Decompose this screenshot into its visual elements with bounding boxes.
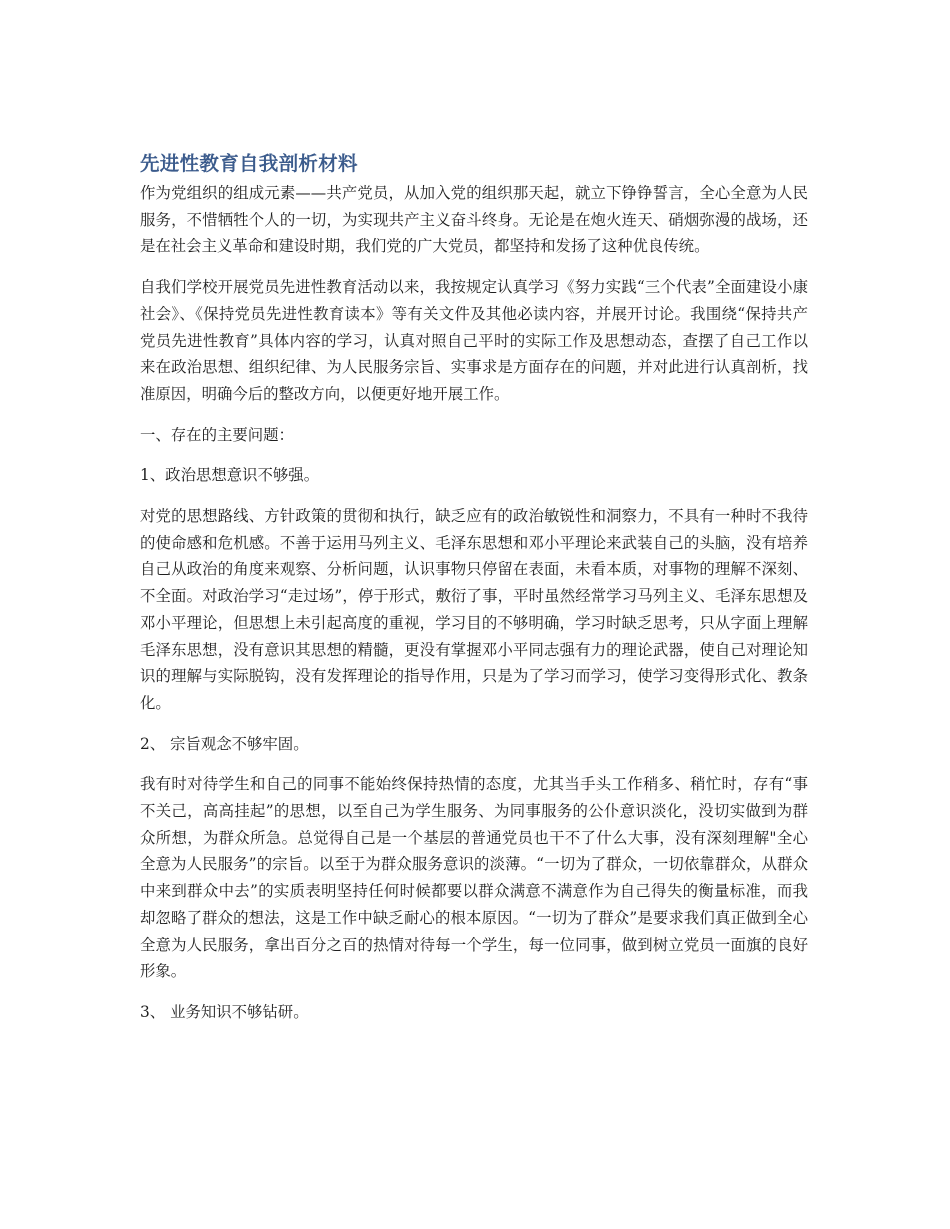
paragraph-service-purpose: 我有时对待学生和自己的同事不能始终保持热情的态度，尤其当手头工作稍多、稍忙时，存有“事不关己，高高挂起”的思想，以至自己为学生服务、为同事服务的公仆意识淡化，没切实做到为群众所想，为群众所急。总觉得自己是一个基层的普通党员也干不了什么大事，没有深刻理解"全心全意为人民服务”的宗旨。以至于为群众服务意识的淡薄。“一切为了群众，一切依靠群众，从群众中来到群众中去”的实质表明坚持任何时候都要以群众满意不满意作为自己得失的衡量标准，而我却忽略了群众的想法，这是工作中缺乏耐心的根本原因。“一切为了群众”是要求我们真正做到全心全意为人民服务，拿出百分之百的热情对待每一个学生，每一位同事，做到树立党员一面旗的良好形象。 bbox=[140, 775, 808, 981]
paragraph-political-awareness: 对党的思想路线、方针政策的贯彻和执行，缺乏应有的政治敏锐性和洞察力，不具有一种时不我待的使命感和危机感。不善于运用马列主义、毛泽东思想和邓小平理论来武装自己的头脑，没有培养自己从政治的角度来观察、分析问题，认识事物只停留在表面，未看本质，对事物的理解不深刻、不全面。对政治学习“走过场”，停于形式，敷衍了事，平时虽然经常学习马列主义、毛泽东思想及邓小平理论，但思想上未引起高度的重视，学习目的不够明确，学习时缺乏思考，只从字面上理解毛泽东思想，没有意识其思想的精髓，更没有掌握邓小平同志强有力的理论武器，使自己对理论知识的理解与实际脱钩，没有发挥理论的指导作用，只是为了学习而学习，使学习变得形式化、教条化。 bbox=[140, 507, 808, 712]
document-page bbox=[140, 150, 808, 1040]
paragraph-background: 自我们学校开展党员先进性教育活动以来，我按规定认真学习《努力实践“三个代表”全面建设小康社会》、《保持党员先进性教育读本》等有关文件及其他必读内容，并展开讨论。我围绕“保持共产党员先进性教育”具体内容的学习，认真对照自己平时的实际工作及思想动态，查摆了自己工作以来在政治思想、组织纪律、为人民服务宗旨、实事求是方面存在的问题，并对此进行认真剖析，找准原因，明确今后的整改方向，以便更好地开展工作。 bbox=[140, 278, 808, 403]
section-heading-main-problems: 一、存在的主要问题： bbox=[140, 425, 294, 444]
paragraph-intro: 作为党组织的组成元素——共产党员，从加入党的组织那天起，就立下铮铮誓言，全心全意为人民服务，不惜牺牲个人的一切，为实现共产主义奋斗终身。无论是在炮火连天、硝烟弥漫的战场，还是在社会主义革命和建设时期，我们党的广大党员，都坚持和发扬了这种优良传统。 bbox=[140, 184, 808, 256]
subheading-service-purpose: 2、 宗旨观念不够牢固。 bbox=[140, 734, 309, 753]
document-title: 先进性教育自我剖析材料 bbox=[140, 152, 358, 175]
subheading-political-awareness: 1、政治思想意识不够强。 bbox=[140, 466, 320, 485]
subheading-professional-knowledge: 3、 业务知识不够钻研。 bbox=[140, 1002, 309, 1021]
